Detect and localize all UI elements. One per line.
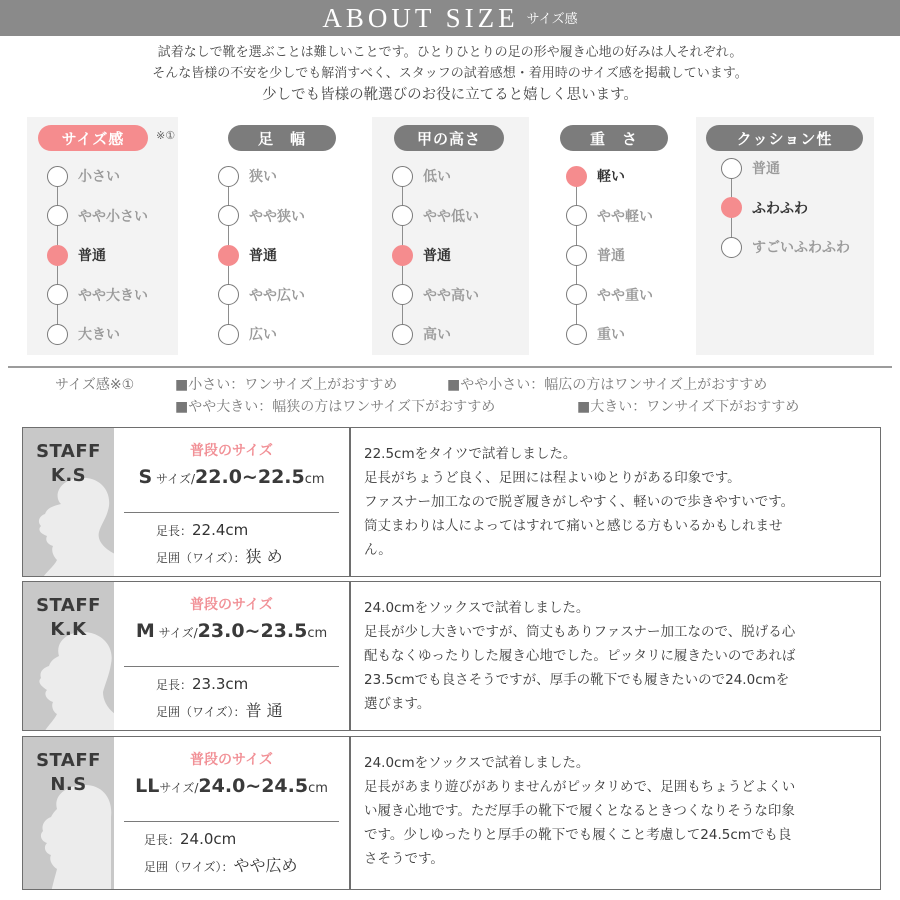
card-divider (349, 428, 351, 577)
empty-circle-icon (392, 166, 413, 187)
staff-review-card (22, 427, 881, 577)
empty-circle-icon (392, 205, 413, 226)
empty-circle-icon (566, 324, 587, 345)
comment-line: 筒丈まわりは人によってはすれて痛いと感じる方もいるかもしれませ (364, 518, 783, 534)
foot-length (156, 521, 248, 539)
selected-circle-icon (566, 166, 587, 187)
comment-line: ファスナー加工なので脱ぎ履きがしやすく、軽いので歩きやすいです。 (364, 494, 795, 510)
scale-option (721, 197, 808, 219)
scale-panel (372, 117, 529, 355)
scale-option (47, 205, 148, 227)
card-divider (349, 737, 351, 890)
empty-circle-icon (47, 324, 68, 345)
usual-size-value (114, 466, 349, 488)
usual-size-label: 普段のサイズ (190, 597, 273, 613)
size-range: 24.0~24.5 (198, 775, 309, 797)
scale-title-pill: クッション性 (706, 125, 863, 151)
info-divider (124, 821, 339, 822)
usual-size-value (114, 775, 349, 797)
scale-option-label: すごいふわふわ (752, 240, 850, 256)
foot-width (156, 698, 283, 721)
person-silhouette-icon (31, 628, 114, 730)
size-unit: cm (304, 472, 325, 487)
staff-label: STAFF (36, 441, 101, 462)
scale-option (566, 284, 653, 306)
intro-line-3: 少しでも皆様の靴選びのお役に立てると嬉しく思います。 (262, 87, 638, 103)
card-divider (349, 582, 351, 731)
comment-line: 23.5cmでも良さそうですが、厚手の靴下でも履きたいので24.0cmを (364, 672, 790, 688)
scale-option (47, 323, 120, 345)
legend-item: ■大きい：ワンサイズ下がおすすめ (577, 399, 800, 415)
scale-title-pill: サイズ感 (38, 125, 148, 151)
scale-option (218, 323, 277, 345)
scale-option-label: やや小さい (78, 208, 148, 225)
scale-option-label: 低い (423, 169, 451, 185)
size-letter: LL (135, 775, 160, 797)
staff-initials: K.K (50, 619, 87, 640)
empty-circle-icon (47, 284, 68, 305)
footnote-mark: ※① (156, 129, 176, 142)
scale-panel (546, 117, 696, 355)
scale-option (218, 205, 305, 227)
staff-comment (364, 751, 872, 871)
usual-size-label: 普段のサイズ (190, 752, 273, 768)
scale-option (566, 165, 625, 187)
empty-circle-icon (47, 166, 68, 187)
staff-comment (364, 442, 872, 562)
scale-option-label: 狭い (249, 169, 277, 185)
header-subtitle: サイズ感 (526, 12, 578, 27)
scale-option-label: 大きい (78, 327, 120, 343)
staff-name (23, 594, 114, 642)
comment-line: 足長があまり遊びがありませんがピッタリめで、足囲もちょうどよくい (364, 779, 796, 795)
scale-option-label: 小さい (78, 169, 120, 185)
staff-name (23, 749, 114, 797)
legend-item: ■小さい：ワンサイズ上がおすすめ (175, 377, 398, 393)
scale-panel (198, 117, 350, 355)
staff-profile (23, 582, 114, 730)
scale-option (392, 165, 451, 187)
comment-line: 選びます。 (364, 696, 431, 712)
scale-option (392, 205, 479, 227)
foot-length-value: 22.4cm (192, 521, 249, 539)
foot-width-label: 足囲（ワイズ）： (156, 551, 246, 565)
foot-width-value: やや広め (233, 856, 298, 875)
empty-circle-icon (721, 158, 742, 179)
scale-option-label: 普通 (423, 248, 451, 264)
scale-option (47, 244, 106, 266)
comment-line: さそうです。 (364, 851, 444, 867)
foot-length-value: 23.3cm (192, 675, 249, 693)
foot-width-label: 足囲（ワイズ）： (156, 705, 246, 719)
scale-option-label: やや高い (423, 287, 479, 304)
person-silhouette-icon (31, 474, 114, 576)
empty-circle-icon (218, 166, 239, 187)
staff-name (23, 440, 114, 488)
scale-option-label: やや重い (597, 287, 653, 304)
size-letter: M (135, 620, 155, 642)
foot-length (156, 675, 248, 693)
header-bar (0, 0, 900, 36)
scale-panel (27, 117, 178, 355)
intro-line-2: そんな皆様の不安を少しでも解消すべく、スタッフの試着感想・着用時のサイズ感を掲載しています。 (152, 66, 748, 81)
scale-option-label: ふわふわ (752, 200, 808, 217)
foot-length (144, 830, 236, 848)
scale-option (566, 205, 653, 227)
scale-option (218, 165, 277, 187)
scale-option (566, 323, 625, 345)
comment-line: 22.5cmをタイツで試着しました。 (364, 446, 577, 462)
foot-width (144, 853, 298, 876)
foot-length-label: 足長： (156, 678, 193, 692)
scale-option-label: やや大きい (78, 287, 148, 304)
staff-label: STAFF (36, 750, 101, 771)
staff-comment (364, 596, 872, 716)
staff-label: STAFF (36, 595, 101, 616)
scale-option-label: 広い (249, 327, 277, 343)
selected-circle-icon (721, 197, 742, 218)
usual-size-label: 普段のサイズ (190, 443, 273, 459)
scale-option (392, 284, 479, 306)
comment-line: 足長が少し大きいですが、筒丈もありファスナー加工なので、脱げる心 (364, 624, 796, 640)
scale-option (47, 284, 148, 306)
scale-option (721, 236, 850, 258)
scale-option (218, 284, 305, 306)
foot-width-label: 足囲（ワイズ）： (144, 860, 234, 874)
foot-length-label: 足長： (144, 833, 181, 847)
staff-initials: N.S (50, 774, 87, 795)
empty-circle-icon (566, 245, 587, 266)
legend-item: ■やや小さい：幅広の方はワンサイズ上がおすすめ (447, 377, 768, 393)
scale-option (47, 165, 120, 187)
legend-item: ■やや大きい：幅狭の方はワンサイズ下がおすすめ (175, 399, 496, 415)
section-divider (8, 366, 892, 368)
empty-circle-icon (218, 284, 239, 305)
scale-option-label: やや広い (249, 287, 305, 304)
size-suffix: サイズ/ (152, 472, 196, 486)
scale-option-label: 重い (597, 327, 625, 343)
staff-profile (23, 737, 114, 889)
scale-title-pill: 甲の高さ (394, 125, 504, 151)
scale-option-label: 普通 (597, 248, 625, 264)
comment-line: 24.0cmをソックスで試着しました。 (364, 600, 590, 616)
intro-text (0, 42, 900, 106)
scale-option-label: やや狭い (249, 208, 305, 225)
scale-option-label: 高い (423, 327, 451, 343)
scale-option-label: 軽い (597, 169, 625, 185)
size-suffix: サイズ/ (154, 626, 198, 640)
scale-option (392, 244, 451, 266)
foot-width-value: 狭 め (245, 547, 283, 566)
selected-circle-icon (218, 245, 239, 266)
scale-option (566, 244, 625, 266)
size-range: 22.0~22.5 (195, 466, 305, 488)
scale-option-label: 普通 (249, 248, 277, 264)
staff-review-card (22, 736, 881, 890)
size-unit: cm (308, 781, 328, 796)
comment-line: ん。 (364, 542, 392, 558)
foot-length-label: 足長： (156, 524, 193, 538)
foot-width-value: 普 通 (245, 701, 283, 720)
staff-initials: K.S (50, 465, 87, 486)
comment-line: 足長がちょうど良く、足囲には程よいゆとりがある印象です。 (364, 470, 741, 486)
foot-width (156, 544, 283, 567)
comment-line: い履き心地です。ただ厚手の靴下で履くとなるときつくなりそうな印象 (364, 803, 795, 819)
comment-line: 24.0cmをソックスで試着しました。 (364, 755, 590, 771)
scale-option (721, 157, 780, 179)
header-title: ABOUT SIZE (322, 3, 519, 33)
empty-circle-icon (218, 324, 239, 345)
staff-size-info (114, 428, 349, 576)
size-range: 23.0~23.5 (197, 620, 308, 642)
foot-length-value: 24.0cm (180, 830, 237, 848)
scale-option (392, 323, 451, 345)
size-letter: S (138, 466, 153, 488)
info-divider (124, 666, 339, 667)
empty-circle-icon (392, 284, 413, 305)
empty-circle-icon (218, 205, 239, 226)
info-divider (124, 512, 339, 513)
size-suffix: サイズ/ (159, 781, 199, 795)
staff-profile (23, 428, 114, 576)
comment-line: 配もなくゆったりした履き心地でした。ピッタリに履きたいのであれば (364, 648, 796, 664)
staff-size-info (114, 737, 349, 889)
selected-circle-icon (392, 245, 413, 266)
empty-circle-icon (566, 205, 587, 226)
empty-circle-icon (566, 284, 587, 305)
scale-option-label: やや軽い (597, 208, 653, 225)
legend-label: サイズ感※① (55, 377, 135, 393)
usual-size-value (114, 620, 349, 642)
person-silhouette-icon (31, 783, 114, 889)
empty-circle-icon (47, 205, 68, 226)
staff-review-card (22, 581, 881, 731)
scale-option-label: 普通 (752, 161, 780, 177)
empty-circle-icon (392, 324, 413, 345)
scale-title-pill: 足 幅 (228, 125, 336, 151)
empty-circle-icon (721, 237, 742, 258)
staff-size-info (114, 582, 349, 730)
scale-option (218, 244, 277, 266)
size-unit: cm (307, 626, 328, 641)
intro-line-1: 試着なしで靴を選ぶことは難しいことです。ひとりひとりの足の形や履き心地の好みは人それぞれ。 (157, 45, 743, 60)
scale-option-label: 普通 (78, 248, 106, 264)
scale-option-label: やや低い (423, 208, 479, 225)
comment-line: です。少しゆったりと厚手の靴下でも履くこと考慮して24.5cmでも良 (364, 827, 792, 843)
scale-panel (696, 117, 874, 355)
scale-title-pill: 重 さ (560, 125, 668, 151)
selected-circle-icon (47, 245, 68, 266)
